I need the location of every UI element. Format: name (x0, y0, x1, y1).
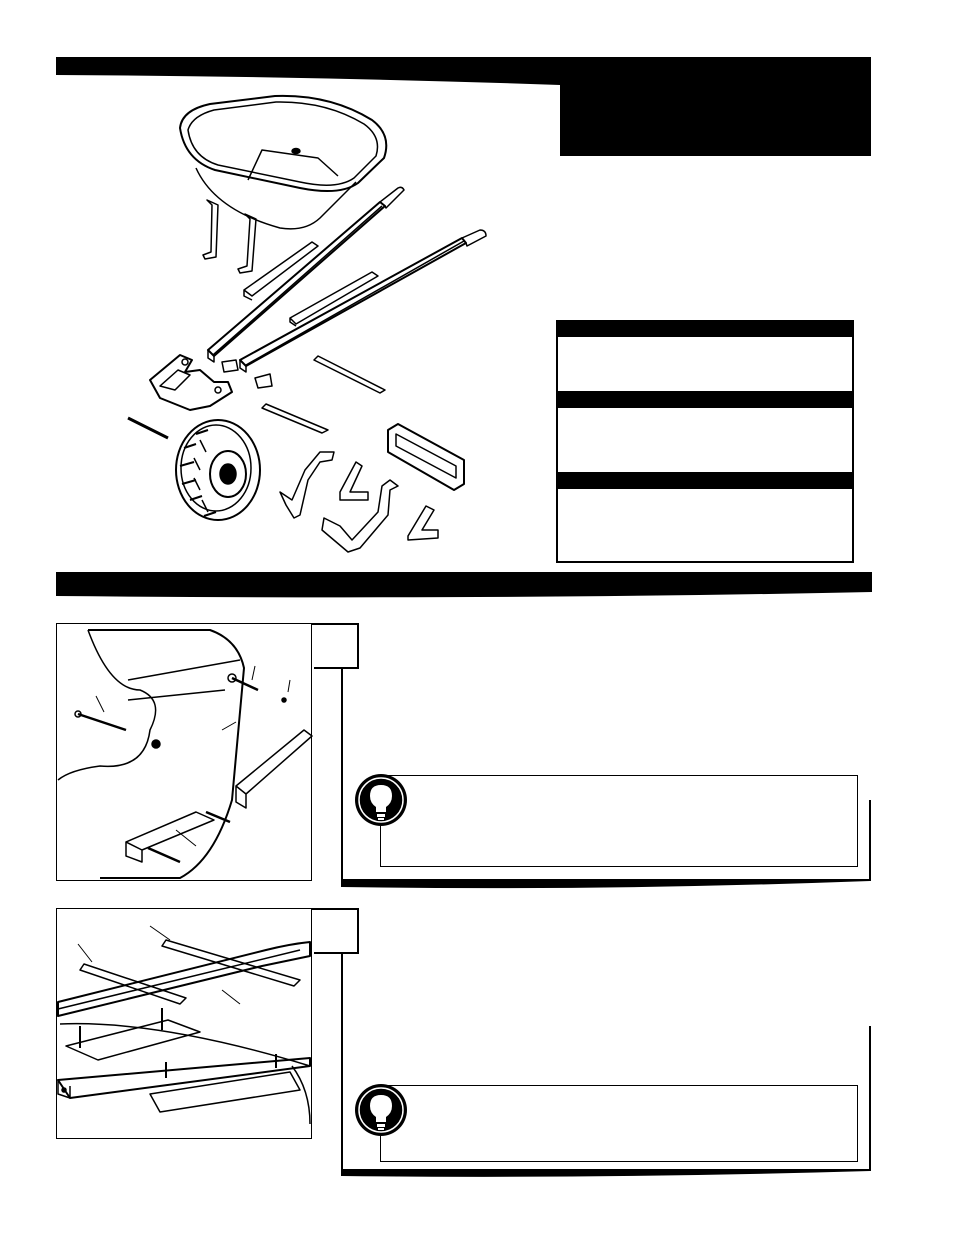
lightbulb-icon (355, 1084, 407, 1136)
lightbulb-icon (355, 774, 407, 826)
